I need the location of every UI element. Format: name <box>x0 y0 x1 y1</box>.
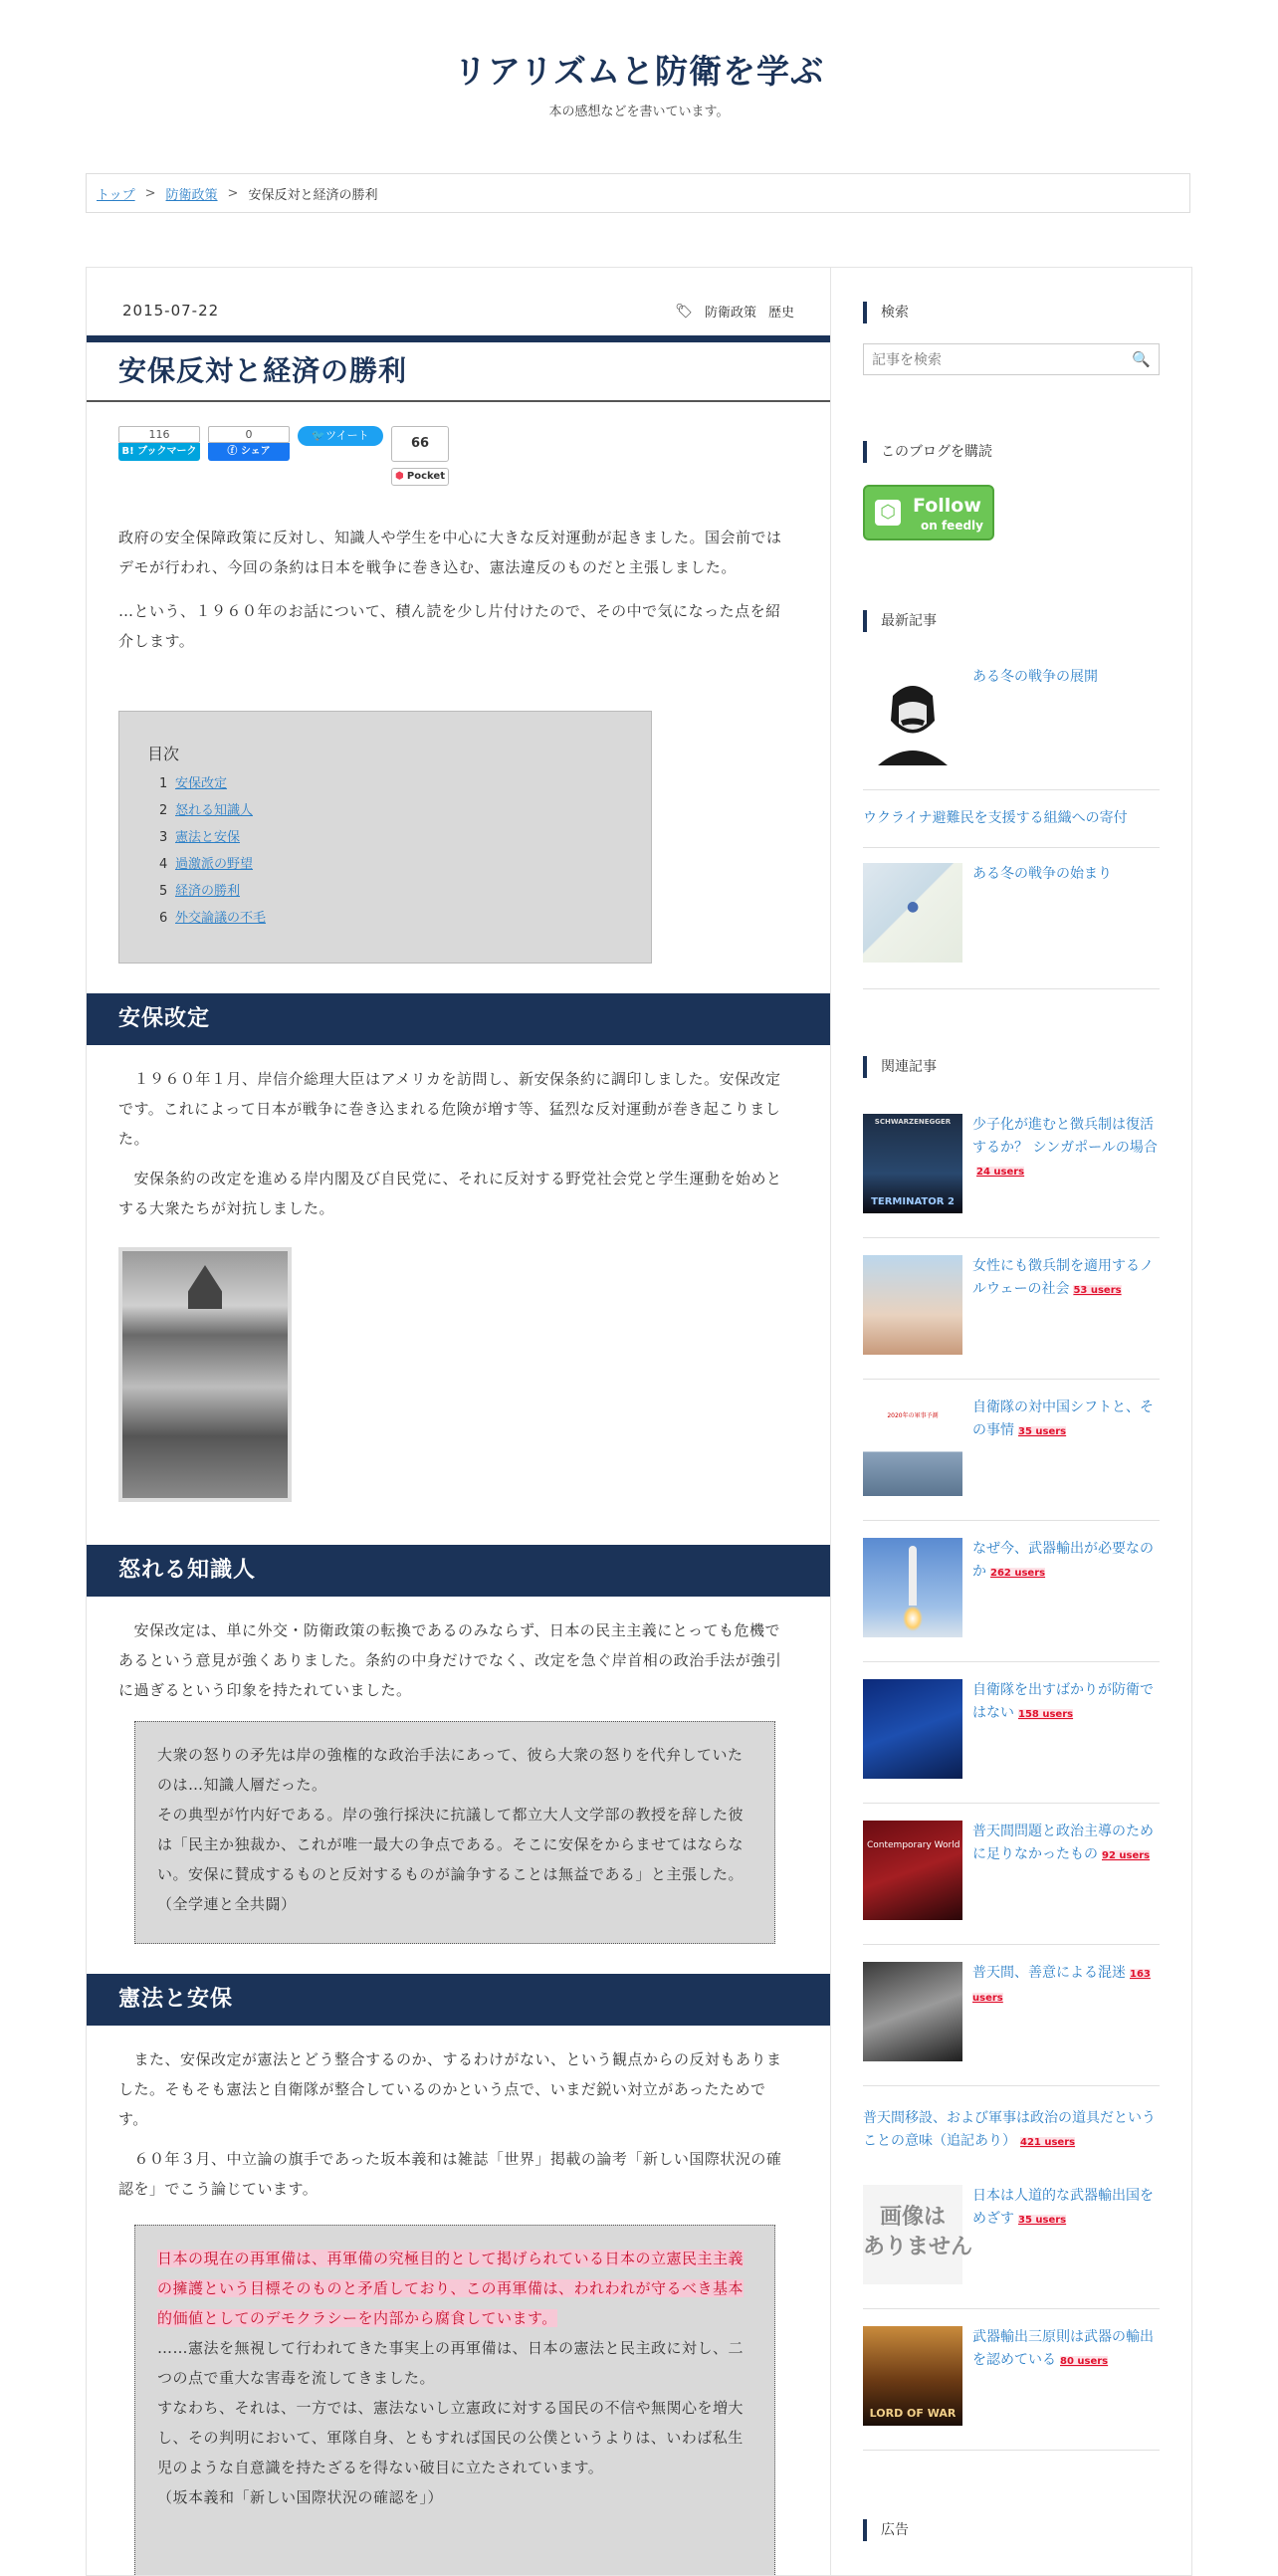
breadcrumb-current: 安保反対と経済の勝利 <box>248 187 378 203</box>
hatena-users-badge: 262 users <box>990 1568 1046 1579</box>
hatena-users-badge: 24 users <box>976 1167 1025 1178</box>
section-body <box>118 2044 795 2214</box>
divider <box>863 1661 1160 1662</box>
tweet-button[interactable]: 🐦ツイート <box>298 426 383 446</box>
twitter-bird-icon: 🐦 <box>312 429 326 442</box>
site-header <box>0 0 1278 119</box>
section-heading: 怒れる知識人 <box>87 1545 830 1597</box>
table-of-contents <box>118 711 652 964</box>
quote-line: その典型が竹内好である。岸の強行採決に抗議して都立大人文学部の教授を辞した彼は「民主か独裁か、これが唯一最大の争点である。そこに安保をからませてはならない。安保に賛成するものと反対するものが論争することは無益である」と主張した。（全学連と全共闘） <box>157 1806 745 1913</box>
hatena-users-badge: 35 users <box>1018 1426 1067 1437</box>
breadcrumb-separator: > <box>227 185 239 201</box>
pocket-button[interactable] <box>391 426 449 486</box>
category-link[interactable]: 防衛政策 <box>704 306 756 321</box>
hatena-users-badge: 158 users <box>1018 1709 1074 1720</box>
book-thumbnail: 2020年の軍事予測 <box>863 1396 962 1496</box>
terminator-thumbnail: SCHWARZENEGGER TERMINATOR 2 <box>863 1114 962 1213</box>
breadcrumb-category-link[interactable]: 防衛政策 <box>165 187 218 203</box>
hatena-bookmark-button[interactable] <box>118 426 200 461</box>
toc-item: 3 憲法と安保 <box>159 830 241 845</box>
search-icon[interactable]: 🔍 <box>1132 350 1151 368</box>
divider <box>863 2308 1160 2309</box>
recent-post-thumbnail <box>863 666 962 765</box>
breadcrumb <box>86 173 1190 213</box>
map-thumbnail <box>863 863 962 963</box>
quote-line: （坂本義和「新しい国際状況の確認を」） <box>157 2488 444 2506</box>
related-post-item[interactable] <box>863 1114 1160 1213</box>
book-cover-thumbnail <box>863 1679 962 1779</box>
related-widget-title: 関連記事 <box>863 1056 937 1078</box>
facebook-count: 0 <box>208 426 290 443</box>
article <box>87 268 831 2575</box>
related-post-item[interactable] <box>863 1538 1160 1637</box>
toc-link[interactable]: 過激派の野望 <box>175 857 254 872</box>
rocket-thumbnail <box>863 1538 962 1637</box>
title-underline <box>87 400 830 402</box>
post-meta <box>122 302 794 321</box>
divider <box>863 988 1160 989</box>
post-date: 2015-07-22 <box>122 302 220 320</box>
divider <box>863 2085 1160 2086</box>
toc-item: 5 経済の勝利 <box>159 884 241 899</box>
ad-widget-title: 広告 <box>863 2519 909 2541</box>
search-widget-title: 検索 <box>863 302 909 323</box>
share-buttons <box>118 426 449 486</box>
toc-link[interactable]: 経済の勝利 <box>175 884 241 899</box>
section-body <box>118 1615 795 1715</box>
facebook-share-button[interactable] <box>208 426 290 461</box>
hatena-users-badge: 421 users <box>1020 2137 1076 2148</box>
photo-thumbnail <box>863 1962 962 2061</box>
no-image-thumbnail: 画像は ありません <box>863 2185 962 2284</box>
recent-post-item[interactable] <box>863 863 1160 963</box>
related-post-item[interactable] <box>863 1396 1160 1496</box>
feedly-line1: Follow <box>913 495 981 517</box>
related-post-title: 女性にも徴兵制を適用するノルウェーの社会 53 users <box>972 1258 1154 1297</box>
section-heading: 憲法と安保 <box>87 1974 830 2026</box>
toc-item: 4 過激派の野望 <box>159 857 254 872</box>
post-categories <box>675 302 794 321</box>
divider <box>863 2450 1160 2451</box>
quote-line: すなわち、それは、一方では、憲法ないし立憲政に対する国民の不信や無関心を増大し、その判明において、軍隊自身、ともすれば国民の公僕というよりは、いわば私生児のような自意識を持たざるを得ない破目に立たされています。 <box>157 2399 745 2476</box>
protest-photo <box>118 1247 292 1502</box>
related-post-item[interactable] <box>863 2107 1160 2153</box>
related-post-title: なぜ今、武器輸出が必要なのか 262 users <box>972 1541 1154 1580</box>
recent-post-item[interactable] <box>863 807 1160 831</box>
pocket-count: 66 <box>391 426 449 462</box>
content-wrapper <box>86 267 1192 2576</box>
section-body <box>118 1064 795 1233</box>
post-title: 安保反対と経済の勝利 <box>118 354 408 387</box>
divider <box>863 1803 1160 1804</box>
breadcrumb-top-link[interactable]: トップ <box>97 187 135 203</box>
related-post-title: 自衛隊の対中国シフトと、その事情 35 users <box>972 1399 1154 1438</box>
diet-building-dome <box>188 1265 222 1309</box>
toc-link[interactable]: 外交論議の不毛 <box>175 911 267 926</box>
divider <box>863 847 1160 848</box>
related-post-item[interactable] <box>863 1679 1160 1779</box>
toc-link[interactable]: 憲法と安保 <box>175 830 241 845</box>
book-cover-thumbnail: Contemporary World <box>863 1821 962 1920</box>
feedly-icon: ⬡ <box>875 500 901 526</box>
recent-post-title: ある冬の戦争の始まり <box>972 866 1112 882</box>
search-input[interactable] <box>870 345 1123 375</box>
hatena-label: B! ブックマーク <box>118 443 200 461</box>
title-top-bar <box>87 335 830 342</box>
divider <box>863 1944 1160 1945</box>
section-paragraph: また、安保改定が憲法とどう整合するのか、するわけがない、という観点からの反対もありました。そもそも憲法と自衛隊が整合しているのかという点で、いまだ鋭い対立があったためです。 <box>118 2050 782 2128</box>
related-post-item[interactable] <box>863 1821 1160 1920</box>
post-intro <box>118 523 790 670</box>
related-post-title: 自衛隊を出すばかりが防衛ではない 158 users <box>972 1682 1154 1721</box>
pocket-icon: ⬢ <box>395 471 404 482</box>
feedly-line2: on feedly <box>921 519 983 533</box>
map-pin-icon: ● <box>907 899 920 915</box>
recent-widget-title: 最新記事 <box>863 610 937 632</box>
recent-post-title: ある冬の戦争の展開 <box>972 669 1098 685</box>
related-post-title: 少子化が進むと徴兵制は復活するか？ シンガポールの場合24 users <box>972 1117 1158 1178</box>
section-paragraph: ６０年３月、中立論の旗手であった坂本義和は雑誌「世界」掲載の論考「新しい国際状況の確認を」でこう論じています。 <box>118 2150 782 2198</box>
toc-item: 2 怒れる知識人 <box>159 803 254 818</box>
facebook-label: ⓕ シェア <box>208 443 290 461</box>
quote-line: 大衆の怒りの矛先は岸の強権的な政治手法にあって、彼ら大衆の怒りを代弁していたのは…知識人層だった。 <box>157 1746 744 1794</box>
hatena-users-badge: 80 users <box>1060 2356 1109 2367</box>
related-post-item[interactable] <box>863 1962 1160 2061</box>
related-post-item[interactable] <box>863 2185 1160 2284</box>
hatena-users-badge: 53 users <box>1073 1285 1122 1296</box>
tag-icon: 🏷 <box>675 303 693 320</box>
hatena-users-badge: 35 users <box>1018 2215 1067 2226</box>
search-box <box>863 343 1160 375</box>
recent-post-title: ウクライナ避難民を支援する組織への寄付 <box>863 810 1128 826</box>
toc-item: 6 外交論議の不毛 <box>159 911 267 926</box>
toc-link[interactable]: 怒れる知識人 <box>175 803 254 818</box>
section-paragraph: 安保条約の改定を進める岸内閣及び自民党に、それに反対する野党社会党と学生運動を始めとする大衆たちが対抗しました。 <box>118 1170 782 1217</box>
section-heading: 安保改定 <box>87 993 830 1045</box>
toc-link[interactable]: 安保改定 <box>175 776 228 791</box>
quote-highlight: 日本の現在の再軍備は、再軍備の究極目的として掲げられている日本の立憲民主主義の擁護という目標そのものと矛盾しており、この再軍備は、われわれが守るべき基本的価値としてのデモクラシーを内部から腐食しています。 <box>157 2250 745 2327</box>
divider <box>863 1520 1160 1521</box>
facebook-icon: ⓕ <box>227 446 241 457</box>
hatena-users-badge: 163 users <box>972 1969 1151 2004</box>
pocket-label: ⬢ Pocket <box>391 468 449 486</box>
related-post-item[interactable] <box>863 2326 1160 2426</box>
intro-paragraph: …という、１９６０年のお話について、積ん読を少し片付けたので、その中で気になった点を紹介します。 <box>118 602 781 650</box>
site-description: 本の感想などを書いています。 <box>548 105 730 119</box>
related-post-item[interactable] <box>863 1255 1160 1355</box>
blockquote <box>134 2225 775 2575</box>
hatena-users-badge: 92 users <box>1102 1850 1151 1861</box>
intro-paragraph: 政府の安全保障政策に反対し、知識人や学生を中心に大きな反対運動が起きました。国会前ではデモが行われ、今回の条約は日本を戦争に巻き込む、憲法違反のものだと主張しました。 <box>118 529 782 576</box>
recent-post-item[interactable] <box>863 666 1160 765</box>
feedly-follow-button[interactable] <box>863 485 994 540</box>
related-post-title: 普天間、善意による混迷 163 users <box>972 1965 1151 2004</box>
pilot-thumbnail <box>863 1255 962 1355</box>
category-link[interactable]: 歴史 <box>767 306 794 321</box>
lord-of-war-thumbnail: LORD OF WAR <box>863 2326 962 2426</box>
related-post-title: 日本は人道的な武器輸出国をめざす 35 users <box>972 2188 1154 2227</box>
related-post-title: 普天間移設、および軍事は政治の道具だということの意味（追記あり） 421 users <box>863 2110 1156 2149</box>
blockquote <box>134 1721 775 1944</box>
divider <box>863 1379 1160 1380</box>
breadcrumb-separator: > <box>144 185 156 201</box>
toc-title: 目次 <box>147 745 180 763</box>
related-post-title: 普天間問題と政治主導のために足りなかったもの 92 users <box>972 1824 1154 1862</box>
hatena-count: 116 <box>118 426 200 443</box>
subscribe-widget-title: このブログを購読 <box>863 441 992 463</box>
quote-line: ……憲法を無視して行われてきた事実上の再軍備は、日本の憲法と民主政に対し、二つの点で重大な害毒を流してきました。 <box>157 2339 745 2387</box>
divider <box>863 789 1160 790</box>
sidebar <box>863 268 1162 2575</box>
related-post-title: 武器輸出三原則は武器の輸出を認めている 80 users <box>972 2329 1154 2368</box>
site-title[interactable]: リアリズムと防衛を学ぶ <box>453 52 825 91</box>
toc-item: 1 安保改定 <box>159 776 228 791</box>
section-paragraph: 安保改定は、単に外交・防衛政策の転換であるのみならず、日本の民主主義にとっても危機であるという意見が強くありました。条約の中身だけでなく、改定を急ぐ岸首相の政治手法が強引に過ぎるという印象を持たれていました。 <box>118 1621 782 1699</box>
section-paragraph: １９６０年１月、岸信介総理大臣はアメリカを訪問し、新安保条約に調印しました。安保改定です。これによって日本が戦争に巻き込まれる危険が増す等、猛烈な反対運動が巻き起こりました。 <box>118 1070 781 1148</box>
divider <box>863 1237 1160 1238</box>
